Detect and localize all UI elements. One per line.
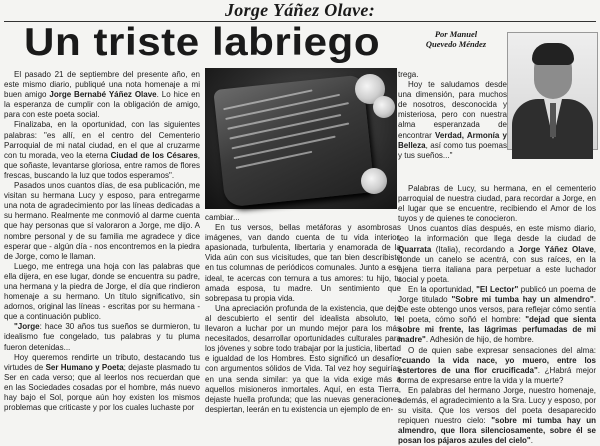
- paragraph: Palabras de Lucy, su hermana, en el cementerio parroquial de nuestra ciudad, para recordar a Jorge, en el lugar que se encuentre, recibiendo el Amor de los tuyos y de quienes te conocieron.: [398, 184, 596, 224]
- byline-line1: Por Manuel: [434, 29, 478, 39]
- column-right-top: [398, 70, 507, 182]
- column-middle: [205, 213, 401, 416]
- paragraph: El pasado 21 de septiembre del presente año, en este mismo diario, publiqué una nota homenaje a mi buen amigo Jorge Bernabé Yáñez Olave. Lo hice en la esperanza de cumplir con la obligación de amigo, para con este poeta social.: [4, 70, 200, 120]
- flower-icon: [373, 96, 395, 118]
- paragraph: Luego, me entrega una hoja con las palabras que ella dijera, en ese lugar, donde se encuentra su padre, una hermana y la piedra de Jorge, el día que rindieron homenaje a su hermano. Un título significativo, sin adornos, original las líneas - escritas por su hermana - que a continuación publico.: [4, 261, 200, 322]
- portrait-hair: [532, 43, 574, 65]
- memorial-plaque-photo: [205, 68, 397, 209]
- paragraph: Unos cuantos días después, en este mismo diario, leo la información que llega desde la ciudad de Quarrata (Italia), recordando a Jorge Yáñez Olave, donde un canelo se acentrá, con sus raíces, en la ajena tierra italiana para perpetuar a este luchador social y poeta.: [398, 224, 597, 284]
- paragraph: En la oportunidad, "El Lector" publicó un poema de Jorge titulado "Sobre mi tumba hay un almendro". De este obtengo unos versos, para reflejar cómo sentía el poeta, cómo soñó el hombre: "dejad que sienta sobre mi frente, las lágrimas perfumadas de mi madre". Adhesión de hijo, de hombre.: [398, 284, 596, 345]
- paragraph: Una apreciación profunda de la existencia, que dejó al descubierto el sentir del idealista absoluto, te llevaron a luchar por un mundo mejor para los más necesitados, desarrollar oportunidades culturales para los jóvenes y sobre todo trabajar por la justicia, libertad e igualdad de los Hombres. Esto significó un desafío, con argumentos sólidos de Vida. Tal vez hoy seguirías en una senda similar: ya que la vida exige más a aquellos misioneros inmortales. Aquí, en esta Tierra, dejaste huella profunda; que las nuevas generaciones despiertan, leerán en tu existencia un ejemplo de en-: [205, 303, 401, 414]
- portrait-tie: [550, 103, 556, 137]
- author-portrait-photo: [507, 32, 598, 150]
- paragraph: "Jorge: hace 30 años tus sueños se durmieron, tu idealismo fue congelado, tus palabras y tu pluma fueron detenidas...: [4, 322, 200, 352]
- byline-line2: Quevedo Méndez: [425, 39, 487, 49]
- paragraph: trega.: [398, 70, 419, 79]
- paragraph: Pasados unos cuantos días, de esa publicación, me visitan su hermana Lucy y esposo, para entregarme una nota de agradecimiento por las líneas dedicadas a su hermano. Realmente me conmovió al darme cuenta que hay personas que sí valoraron a Jorge, me dijo. A nombre personal y de su familia me agradece y dice esperar que - algún día - nos encontremos en la piedra de Jorge, como le llaman.: [4, 181, 200, 261]
- column-left: [4, 70, 200, 416]
- headline: Un triste labriego: [24, 21, 381, 64]
- kicker: Jorge Yáñez Olave:: [224, 0, 376, 20]
- paragraph: Finalizaba, en la oportunidad, con las siguientes palabras: "es allí, en el centro del Cementerio Parroquial de mi natal ciudad, en el que al cruzarme con tu morada, veo la eterna Ciudad de los Césares, que soñaste, levantarse gloriosa, entre ramos de flores frescas, buscando la luz que todos esperamos".: [4, 120, 200, 180]
- byline: [408, 29, 504, 49]
- paragraph: Hoy queremos rendirte un tributo, destacando tus virtudes de Ser Humano y Poeta; dejaste plasmado tu Ser en cada verso; que al leerlos nos recuerdan que en las Sociedades cosadas por el hombre, más nuevo hay bajo el Sol, porque aún hoy existen los mismos problemas que criticaste y por los cuales luchaste por: [4, 352, 200, 413]
- paragraph: En palabras del hermano Jorge, nuestro homenaje, además, el agradecimiento a la Sra. Lucy y esposo, por su visita. Que los versos del poeta desaparecido repiquen nuestro cielo: "sobre mi tumba hay un almendro, que llora silenciosamente, sobre él se posan los pájaros azules del cielo".: [398, 385, 596, 446]
- column-right: [398, 184, 597, 446]
- paragraph: Hoy te saludamos desde una dimensión, para muchos de nosotros, desconocida y misteriosa, pero con nuestra alma esperanzada de encontrar Verdad, Armonía y Belleza, así como tus poemas y tus sueños...": [398, 80, 507, 160]
- paragraph: O de quien sabe expresar sensaciones del alma: "cuando la vida nace, yo muero, entre los estertores de una flor crucificada". ¿Habrá mejor forma de expresarse entre la vida y la muerte?: [398, 345, 596, 385]
- flower-icon: [361, 168, 387, 194]
- paragraph: cambiar...: [205, 213, 240, 222]
- paragraph: En tus versos, bellas metáforas y asombrosas imágenes, van dando cuenta de tu vida interior, apasionada, turbulenta, libertaria y enamorada de la Vida aún con sus vicisitudes, que tan bien describiste en tus columnas de periódicos comunales. Junto a ese ideal, te acercas con ternura a tus amores: tu hijo, tu amada esposa, tu madre. Un sentimiento que sobrepasa tu propia vida.: [205, 223, 401, 303]
